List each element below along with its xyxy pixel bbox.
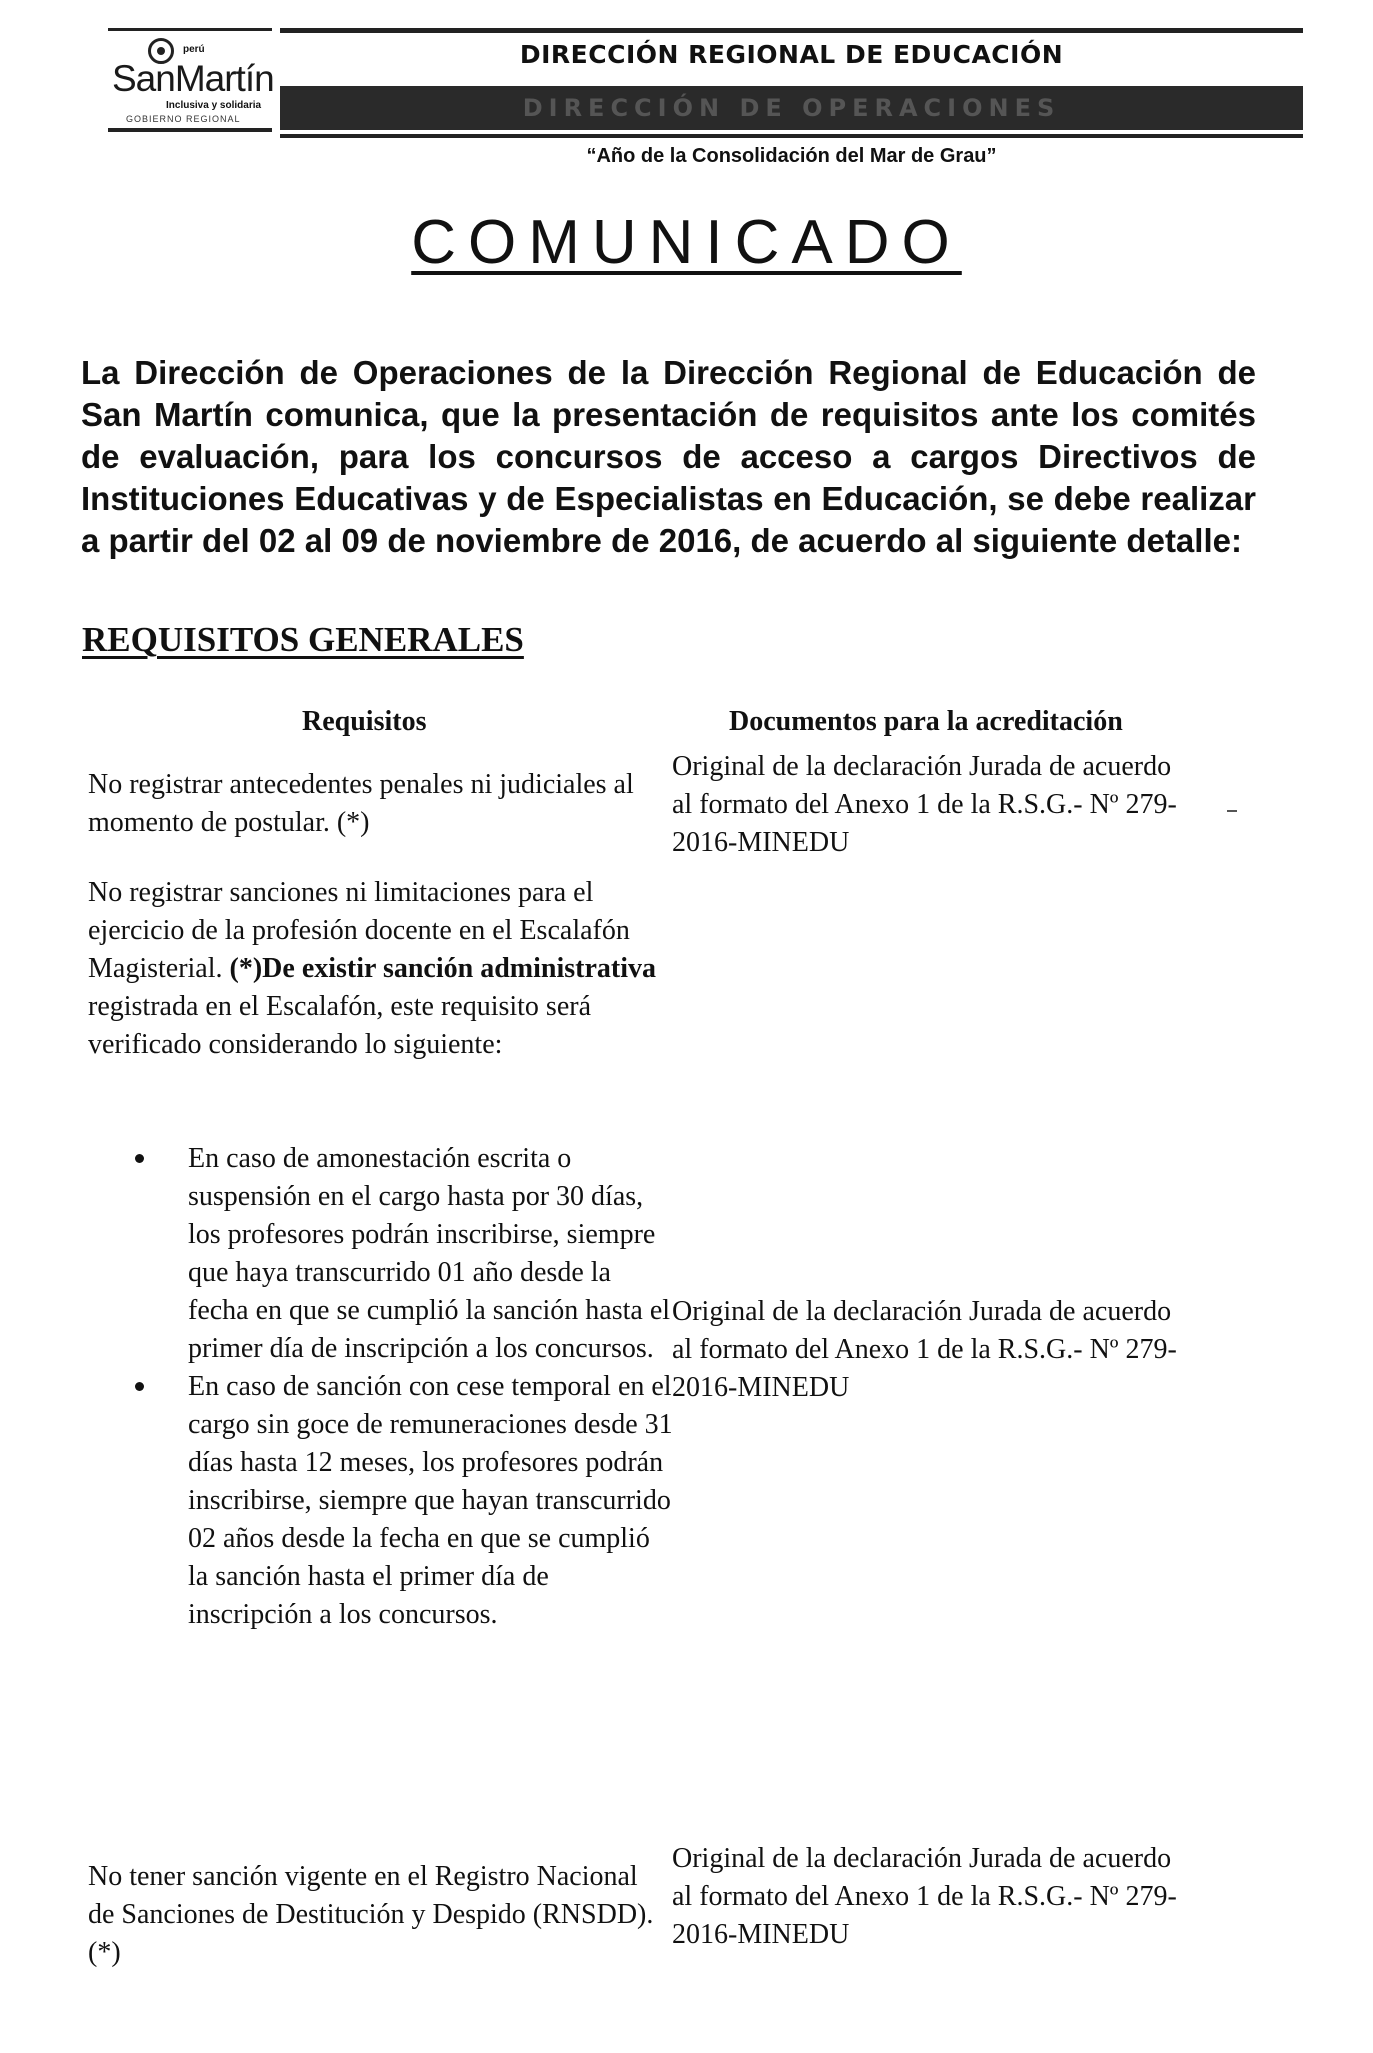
intro-paragraph: La Dirección de Operaciones de la Dirección Regional de Educación de San Martín comunica, que la presentación de requisitos ante los comités de evaluación, para los concursos de acceso a cargos Directivos de Instituciones Educativas y de Especialistas en Educación, se debe realizar a partir del 02 al 09 de noviembre de 2016, de acuerdo al siguiente detalle: [81, 354, 1256, 559]
logo-name: SanMartín [112, 58, 274, 99]
document-title-block [0, 207, 1373, 278]
section-heading: REQUISITOS GENERALES [82, 620, 524, 659]
requirement-1: No registrar antecedentes penales ni judiciales al momento de postular. (*) [88, 769, 634, 838]
column-header-requirements: Requisitos [302, 706, 427, 737]
document-title: COMUNICADO [411, 208, 962, 277]
requirement-3: No tener sanción vigente en el Registro Nacional de Sanciones de Destitución y Despido (RNSDD). (*) [88, 1861, 654, 1968]
logo-country: perú [183, 44, 205, 55]
document-1: Original de la declaración Jurada de acuerdo al formato del Anexo 1 de la R.S.G.- Nº 279-2016-MINEDU [672, 751, 1177, 858]
requirement-2-emphasis: (*)De existir sanción administrativa [229, 953, 656, 984]
header-rule-bottom [280, 134, 1303, 138]
list-item-text: En caso de amonestación escrita o suspensión en el cargo hasta por 30 días, los profesores podrán inscribirse, siempre que haya transcurrido 01 año desde la fecha en que se cumplió la sanción hasta el primer día de inscripción a los concursos. [188, 1143, 671, 1364]
document-2: Original de la declaración Jurada de acuerdo al formato del Anexo 1 de la R.S.G.- Nº 279-2016-MINEDU [672, 1296, 1177, 1403]
document-3: Original de la declaración Jurada de acuerdo al formato del Anexo 1 de la R.S.G.- Nº 279-2016-MINEDU [672, 1843, 1177, 1950]
logo-rule-top [108, 28, 272, 31]
requirement-2 [88, 874, 668, 1064]
list-item-text: En caso de sanción con cese temporal en el cargo sin goce de remuneraciones desde 31 días hasta 12 meses, los profesores podrán inscribirse, siempre que hayan transcurrido 02 años desde la fecha en que se cumplió la sanción hasta el primer día de inscripción a los concursos. [188, 1371, 673, 1630]
header-rule-top [280, 28, 1303, 33]
year-motto: “Año de la Consolidación del Mar de Grau” [586, 145, 997, 167]
bullet-icon [135, 1154, 144, 1163]
gobierno-regional-logo [108, 38, 274, 126]
logo-tagline: Inclusiva y solidaria [166, 100, 262, 111]
column-header-documents: Documentos para la acreditación [729, 706, 1123, 737]
list-item [135, 1140, 675, 1368]
requirement-2-text-a: No registrar sanciones ni limitaciones para el ejercicio de la profesión docente en el Escalafón Magisterial. [88, 877, 630, 984]
sanction-conditions-list [135, 1140, 675, 1634]
logo-rule-bottom [108, 128, 272, 132]
scan-mark [1227, 810, 1237, 812]
requirement-2-text-b: registrada en el Escalafón, este requisito será verificado considerando lo siguiente: [88, 991, 592, 1060]
office-name: DIRECCIÓN DE OPERACIONES [522, 94, 1061, 122]
directorate-title: DIRECCIÓN REGIONAL DE EDUCACIÓN [519, 40, 1064, 69]
list-item [135, 1368, 675, 1634]
bullet-icon [135, 1382, 144, 1391]
logo-government: GOBIERNO REGIONAL [126, 114, 241, 124]
